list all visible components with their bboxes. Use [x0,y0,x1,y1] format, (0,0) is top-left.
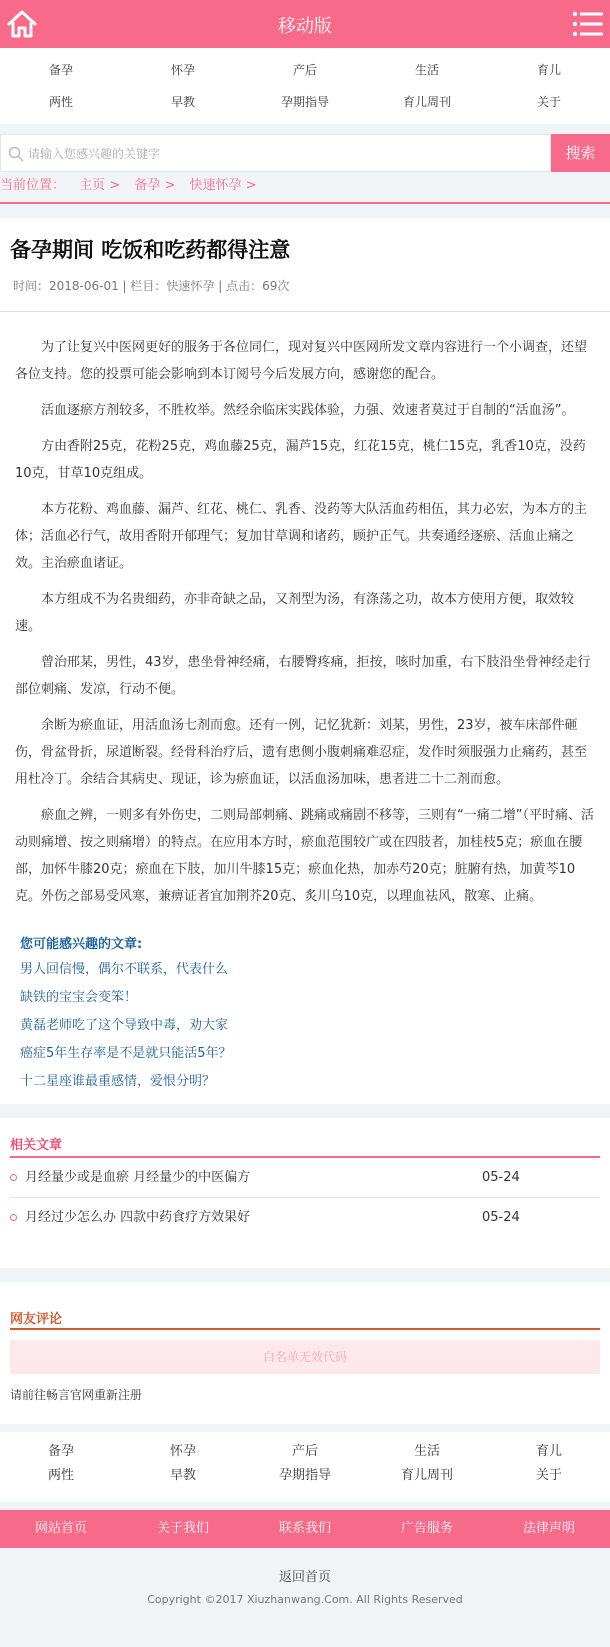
article-paragraph: 本方花粉、鸡血藤、漏芦、红花、桃仁、乳香、没药等大队活血药相伍，其力必宏，为本方的主体；活血必行气，故用香附开郁理气；复加甘草调和诸药，顾护正气。共奏通经逐瘀、活血止痛之效。主治瘀血诸证。 [15,502,588,571]
nav-item[interactable]: 孕期指导 [280,95,329,109]
copyright-area [0,1548,610,1606]
footer-link-ads[interactable]: 广告服务 [400,1521,453,1536]
nav-item[interactable]: 生活 [414,63,439,77]
copyright-text: Copyright ©2017 Xiuzhanwang.Com. All Rights Reserved [147,1593,463,1606]
list-item[interactable] [10,1158,600,1198]
article-paragraph: 方由香附25克，花粉25克，鸡血藤25克，漏芦15克，红花15克，桃仁15克，乳香10克，没药10克，甘草10克组成。 [15,439,586,481]
article-paragraph: 本方组成不为名贵细药，亦非奇缺之品，又剂型为汤，有涤荡之功，故本方使用方便，取效较速。 [15,592,575,634]
comments-section [0,1282,610,1424]
article-paragraph: 余断为瘀血证，用活血汤七剂而愈。还有一例，记忆犹新：刘某，男性，23岁，被车床部件砸伤，骨盆骨折，尿道断裂。经骨科治疗后，遗有患侧小腹刺痛难忍症，发作时须服强力止痛药，甚至用杜冷丁。余结合其病史、现证，诊为瘀血证，以活血汤加味，患者进二十二剂而愈。 [15,718,588,787]
search-button[interactable]: 搜索 [551,134,610,172]
interest-link[interactable]: 黄磊老师吃了这个导致中毒，劝大家 [20,1018,229,1033]
related-date: 05-24 [482,1210,520,1225]
interest-link[interactable]: 男人回信慢，偶尔不联系，代表什么 [20,962,229,977]
interest-heading: 您可能感兴趣的文章: [20,937,143,952]
category-nav [0,48,610,124]
footer-nav-item[interactable]: 生活 [413,1444,440,1459]
interest-link[interactable]: 缺铁的宝宝会变笨！ [20,990,138,1005]
article-title: 备孕期间 吃饭和吃药都得注意 [10,238,291,262]
search-icon [8,146,24,162]
nav-item[interactable]: 怀孕 [170,63,195,77]
article-meta: 时间：2018-06-01 | 栏目：快速怀孕 | 点击：69次 [0,276,610,312]
footer-nav-item[interactable]: 早教 [169,1468,196,1483]
interest-list [0,919,610,1096]
nav-item[interactable]: 关于 [536,95,561,109]
list-item[interactable] [10,1198,600,1238]
top-bar [0,0,610,48]
page-title: 移动版 [278,16,332,37]
register-link[interactable]: 请前往畅言官网重新注册 [10,1388,143,1402]
interest-link[interactable]: 癌症5年生存率是不是就只能活5年？ [20,1046,232,1061]
whitelist-notice: 白名单无效代码 [10,1340,600,1374]
nav-item[interactable]: 早教 [170,95,195,109]
interest-link[interactable]: 十二星座谁最重感情，爱恨分明？ [20,1074,216,1089]
search-placeholder: 请输入您感兴趣的关键字 [28,147,161,161]
footer-nav-item[interactable]: 产后 [291,1444,318,1459]
footer-link-home[interactable]: 网站首页 [34,1521,87,1536]
related-articles [0,1118,610,1268]
footer-nav-item[interactable]: 关于 [535,1468,562,1483]
comments-heading: 网友评论 [10,1308,600,1330]
nav-item[interactable]: 育儿周刊 [402,95,451,109]
footer-nav-item[interactable]: 怀孕 [169,1444,196,1459]
breadcrumb-item[interactable]: 备孕 > [134,178,176,193]
footer-link-about[interactable]: 关于我们 [156,1521,209,1536]
article [0,218,610,1104]
footer-nav [0,1432,610,1502]
bullet-icon [10,1174,17,1181]
nav-item[interactable]: 备孕 [48,63,73,77]
breadcrumb-label: 当前位置： [0,178,66,193]
search-bar [0,134,610,172]
footer-nav-item[interactable]: 两性 [47,1468,74,1483]
article-paragraph: 活血逐瘀方剂较多，不胜枚举。然经余临床实践体验，力强、效速者莫过于自制的“活血汤”。 [41,403,575,418]
nav-item[interactable]: 产后 [292,63,317,77]
search-input[interactable] [0,134,551,172]
breadcrumb-item[interactable]: 快速怀孕 > [189,178,257,193]
related-heading: 相关文章 [10,1124,600,1158]
footer-link-legal[interactable]: 法律声明 [522,1521,575,1536]
breadcrumb-item[interactable]: 主页 > [79,178,121,193]
article-body [0,312,610,910]
article-paragraph: 瘀血之辨，一则多有外伤史，二则局部刺痛、跳痛或痛剧不移等，三则有“一痛二增”（平时痛、活动则痛增、按之则痛增）的特点。在应用本方时，瘀血范围较广或在四肢者，加桂枝5克；瘀血在腰部，加怀牛膝20克；瘀血在下肢，加川牛膝15克；瘀血化热，加赤芍20克；脏腑有热，加黄芩10克。外伤之部易受风寒，兼痹证者宜加荆芥20克、炙川乌10克，以理血祛风，散寒、止痛。 [15,808,594,904]
footer-bar [0,1510,610,1548]
related-date: 05-24 [482,1170,520,1185]
footer-nav-item[interactable]: 育儿 [535,1444,562,1459]
footer-nav-item[interactable]: 备孕 [47,1444,74,1459]
nav-item[interactable]: 两性 [48,95,73,109]
footer-nav-item[interactable]: 孕期指导 [278,1468,331,1483]
related-title[interactable]: 月经量少或是血瘀 月经量少的中医偏方 [25,1170,251,1185]
footer-link-contact[interactable]: 联系我们 [278,1521,331,1536]
menu-icon[interactable] [572,10,604,38]
related-title[interactable]: 月经过少怎么办 四款中药食疗方效果好 [25,1210,251,1225]
nav-item[interactable]: 育儿 [536,63,561,77]
breadcrumb [0,172,610,204]
bullet-icon [10,1214,17,1221]
back-home-link[interactable]: 返回首页 [278,1570,331,1585]
article-paragraph: 为了让复兴中医网更好的服务于各位同仁，现对复兴中医网所发文章内容进行一个小调查，还望各位支持。您的投票可能会影响到本订阅号今后发展方向，感谢您的配合。 [15,340,588,382]
article-paragraph: 曾治邢某，男性，43岁，患坐骨神经痛，右腰臀疼痛，拒按，咳时加重，右下肢沿坐骨神经走行部位刺痛、发凉，行动不便。 [15,655,591,697]
footer-nav-item[interactable]: 育儿周刊 [400,1468,453,1483]
